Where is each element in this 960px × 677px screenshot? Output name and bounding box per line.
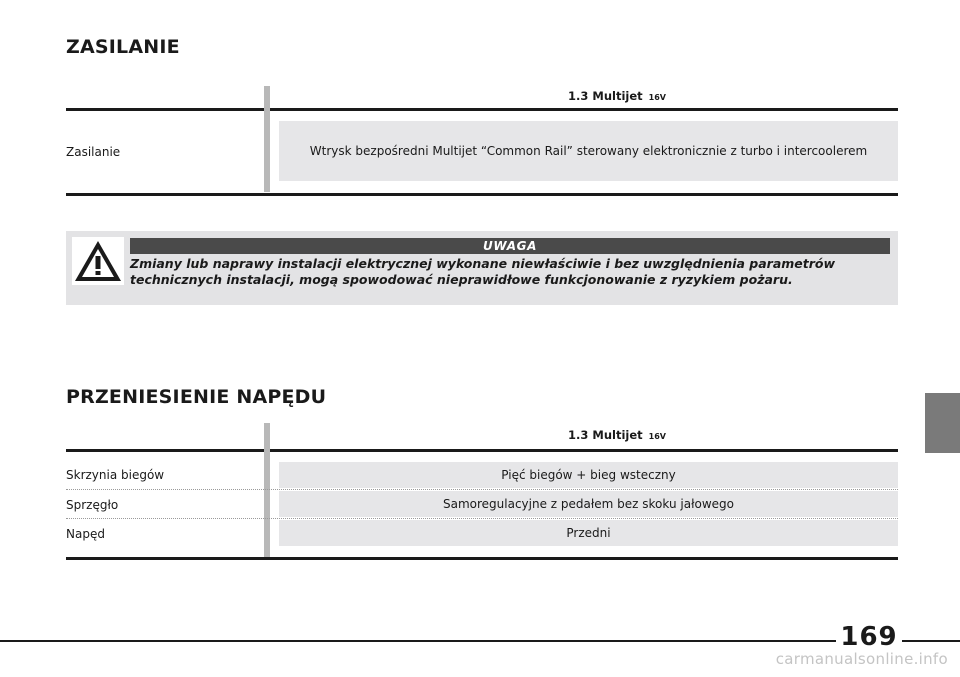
- section-title-transmission: PRZENIESIENIE NAPĘDU: [66, 386, 327, 408]
- section-title-power-supply: ZASILANIE: [66, 36, 180, 58]
- row-label-drive: Napęd: [66, 527, 105, 541]
- warning-box: [66, 231, 898, 305]
- column-header-suffix: 16V: [648, 93, 666, 102]
- power-supply-table: [66, 86, 898, 198]
- column-header-main: 1.3 Multijet: [568, 89, 643, 103]
- watermark-text: carmanualsonline.info: [775, 650, 948, 668]
- column-divider-bar: [264, 86, 270, 192]
- table-top-rule: [66, 108, 898, 111]
- column-divider-bar: [264, 423, 270, 557]
- page-number: 169: [836, 622, 902, 652]
- column-header: [336, 428, 898, 442]
- chapter-tab: [925, 393, 960, 453]
- warning-text: Zmiany lub naprawy instalacji elektrycznej wykonane niewłaściwie i bez uwzględnienia parametrów technicznych instalacji, mogą spowodować nieprawidłowe funkcjonowanie z ryzykiem pożaru.: [130, 256, 836, 287]
- warning-heading: UWAGA: [130, 238, 890, 254]
- row-value-supply: Wtrysk bezpośredni Multijet “Common Rail” sterowany elektronicznie z turbo i intercoolerem: [279, 121, 898, 181]
- column-header: [336, 89, 898, 103]
- row-label-gearbox: Skrzynia biegów: [66, 468, 165, 482]
- row-separator: [66, 518, 898, 519]
- row-value-clutch: Samoregulacyjne z pedałem bez skoku jałowego: [279, 491, 898, 517]
- table-bottom-rule: [66, 557, 898, 560]
- row-value-drive: Przedni: [279, 520, 898, 546]
- row-separator: [66, 489, 898, 490]
- transmission-table: [66, 423, 898, 563]
- warning-triangle-icon: [72, 237, 124, 285]
- column-header-main: 1.3 Multijet: [568, 428, 643, 442]
- table-top-rule: [66, 449, 898, 452]
- footer-rule-right: [902, 640, 960, 642]
- footer-rule-left: [0, 640, 836, 642]
- column-header-suffix: 16V: [648, 432, 666, 441]
- row-value-gearbox: Pięć biegów + bieg wsteczny: [279, 462, 898, 488]
- row-label-supply: Zasilanie: [66, 145, 121, 159]
- row-label-clutch: Sprzęgło: [66, 498, 119, 512]
- table-bottom-rule: [66, 193, 898, 196]
